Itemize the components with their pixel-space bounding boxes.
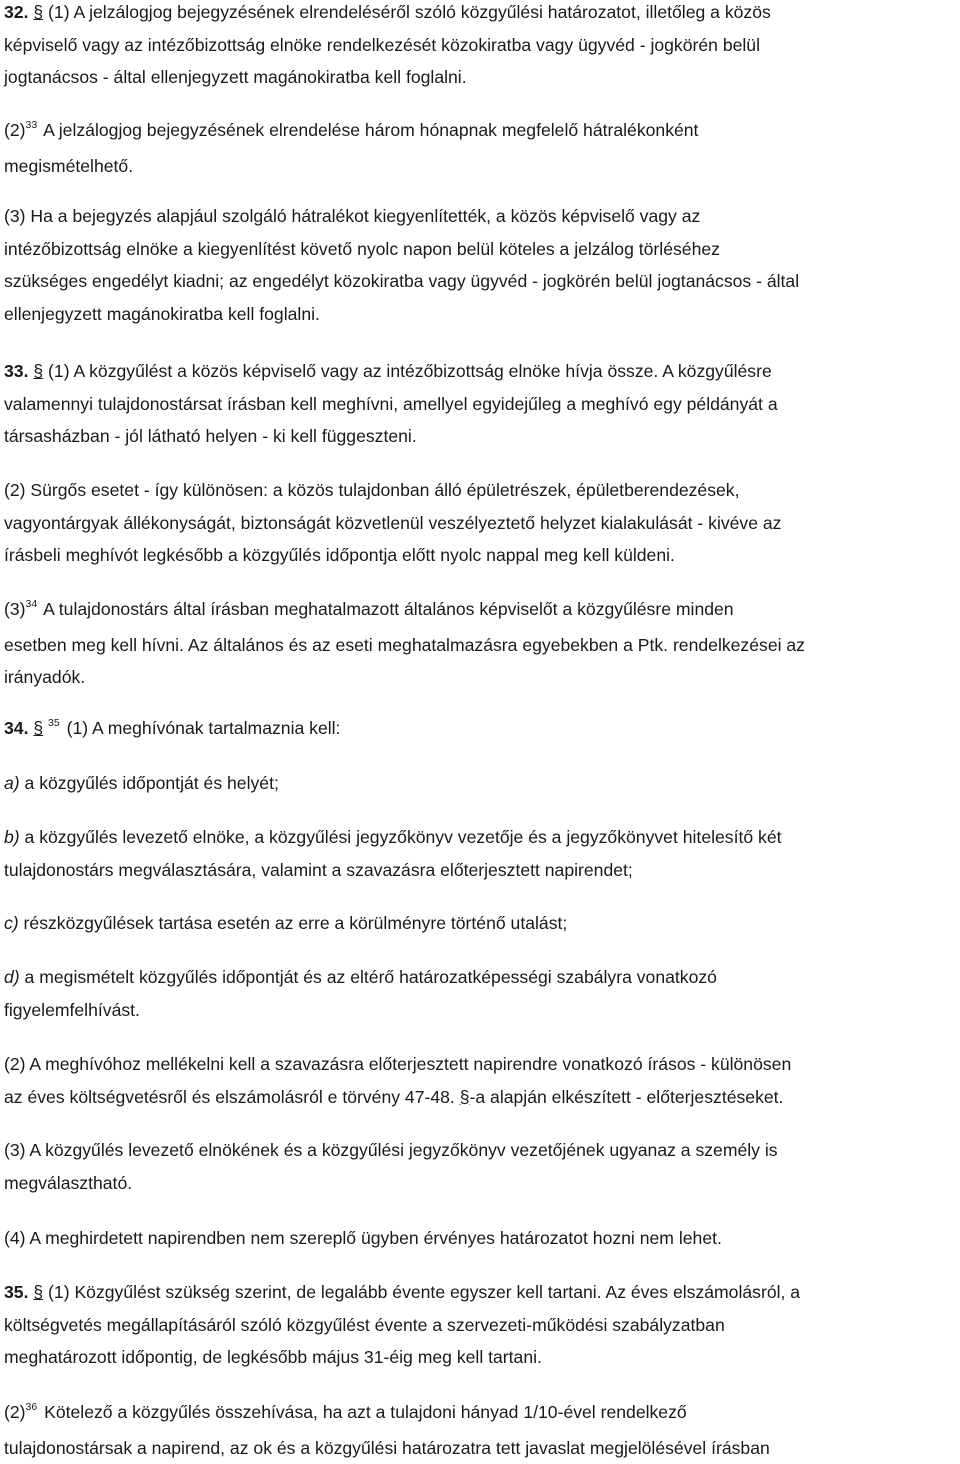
text-line: intézőbizottság elnöke a kiegyenlítést követő nyolc napon belül köteles a jelzálog törléséhez (4, 233, 956, 266)
text-line: részközgyűlések tartása esetén az erre a körülményre történő utalást; (24, 913, 568, 933)
text-line: ellenjegyzett magánokiratba kell foglalni. (4, 298, 956, 331)
footnote-ref-link[interactable]: 35 (48, 717, 60, 729)
paragraph-32-2 (4, 114, 956, 182)
footnote-ref-link[interactable]: 34 (26, 598, 38, 610)
text-line: tulajdonostársak a napirend, az ok és a közgyűlési határozatra tett javaslat megjelölésével írásban (4, 1432, 956, 1464)
list-item-a (4, 767, 956, 800)
paragraph-32-1 (4, 0, 956, 94)
text-line: megismételhető. (4, 150, 956, 183)
text-line: írásbeli meghívót legkésőbb a közgyűlés időpontja előtt nyolc nappal meg kell küldeni. (4, 539, 956, 572)
list-label: b) (4, 827, 20, 847)
paragraph-35-2 (4, 1396, 956, 1464)
section-number: 33. (4, 361, 28, 381)
list-item-d (4, 961, 956, 1026)
text-line: A tulajdonostárs által írásban meghatalmazott általános képviselőt a közgyűlésre minden (43, 599, 733, 619)
section-number: 32. (4, 2, 28, 22)
footnote-ref-link[interactable]: 36 (26, 1401, 38, 1413)
text-line: esetben meg kell hívni. Az általános és az eseti meghatalmazásra egyebekben a Ptk. rendelkezései az (4, 629, 956, 662)
paragraph-34-3 (4, 1134, 956, 1199)
text-line: meghatározott időpontig, de legkésőbb május 31-éig meg kell tartani. (4, 1341, 956, 1374)
text-line: megválasztható. (4, 1167, 956, 1200)
section-sign-link[interactable]: § (33, 718, 43, 738)
text-line: (4) A meghirdetett napirendben nem szereplő ügyben érvényes határozatot hozni nem lehet. (4, 1222, 956, 1255)
text-line: (1) A jelzálogjog bejegyzésének elrendeléséről szóló közgyűlési határozatot, illetőleg a közös (48, 2, 771, 22)
list-label: d) (4, 967, 20, 987)
text-line: valamennyi tulajdonostársat írásban kell meghívni, amellyel egyidejűleg a meghívó egy példányát a (4, 388, 956, 421)
list-item-b (4, 821, 956, 886)
list-label: a) (4, 773, 20, 793)
text-line: tulajdonostárs megválasztására, valamint a szavazásra előterjesztett napirendet; (4, 854, 956, 887)
text-line: (3) A közgyűlés levezető elnökének és a közgyűlési jegyzőkönyv vezetőjének ugyanaz a személy is (4, 1134, 956, 1167)
text-line: jogtanácsos - által ellenjegyzett magánokiratba kell foglalni. (4, 61, 956, 94)
text-line: -a alapján elkészített - előterjesztéseket. (470, 1087, 784, 1107)
text-line: a közgyűlés időpontját és helyét; (25, 773, 279, 793)
text-line: (1) A meghívónak tartalmaznia kell: (67, 718, 341, 738)
text-line: A jelzálogjog bejegyzésének elrendelése három hónapnak megfelelő hátralékonként (43, 120, 698, 140)
text-line: (3) Ha a bejegyzés alapjául szolgáló hátralékot kiegyenlítették, a közös képviselő vagy az (4, 200, 956, 233)
paragraph-34-1 (4, 712, 956, 748)
section-sign-link[interactable]: § (460, 1087, 470, 1107)
text-line: (2) A meghívóhoz mellékelni kell a szavazásra előterjesztett napirendre vonatkozó írásos - különösen (4, 1048, 956, 1081)
text-line: (1) A közgyűlést a közös képviselő vagy az intézőbizottság elnöke hívja össze. A közgyűlésre (48, 361, 772, 381)
text-line: figyelemfelhívást. (4, 994, 956, 1027)
section-sign-link[interactable]: § (33, 1282, 43, 1302)
text-line: (2) Sürgős esetet - így különösen: a közös tulajdonban álló épületrészek, épületberendezések, (4, 474, 956, 507)
paragraph-34-4 (4, 1222, 956, 1255)
paragraph-33-1 (4, 355, 956, 453)
paragraph-35-1 (4, 1276, 956, 1374)
paragraph-32-3 (4, 200, 956, 330)
text-line: Kötelező a közgyűlés összehívása, ha azt a tulajdoni hányad 1/10-ével rendelkező (44, 1402, 687, 1422)
paragraph-label: (2) (4, 1402, 26, 1422)
text-line: szükséges engedélyt kiadni; az engedélyt közokiratba vagy ügyvéd - jogkörén belül jogtanácsos - által (4, 265, 956, 298)
text-line: a közgyűlés levezető elnöke, a közgyűlési jegyzőkönyv vezetője és a jegyzőkönyvet hitelesítő két (25, 827, 782, 847)
section-number: 35. (4, 1282, 28, 1302)
section-number: 34. (4, 718, 28, 738)
paragraph-33-2 (4, 474, 956, 572)
paragraph-33-3 (4, 593, 956, 694)
list-item-c (4, 907, 956, 940)
text-line: irányadók. (4, 661, 956, 694)
text-line: az éves költségvetésről és elszámolásról e törvény 47-48. (4, 1087, 455, 1107)
paragraph-label: (2) (4, 120, 26, 140)
text-line: a megismételt közgyűlés időpontját és az eltérő határozatképességi szabályra vonatkozó (25, 967, 717, 987)
list-label: c) (4, 913, 19, 933)
section-sign-link[interactable]: § (33, 2, 43, 22)
text-line: vagyontárgyak állékonyságát, biztonságát közvetlenül veszélyeztető helyzet kialakulását - kivéve az (4, 507, 956, 540)
text-line: képviselő vagy az intézőbizottság elnöke rendelkezését közokiratba vagy ügyvéd - jogkörén belül (4, 29, 956, 62)
footnote-ref-link[interactable]: 33 (26, 119, 38, 131)
text-line: (1) Közgyűlést szükség szerint, de legalább évente egyszer kell tartani. Az éves elszámolásról, a (48, 1282, 800, 1302)
paragraph-34-2 (4, 1048, 956, 1113)
text-line: költségvetés megállapításáról szóló közgyűlést évente a szervezeti-működési szabályzatban (4, 1309, 956, 1342)
text-line: társasházban - jól látható helyen - ki kell függeszteni. (4, 420, 956, 453)
section-sign-link[interactable]: § (33, 361, 43, 381)
paragraph-label: (3) (4, 599, 26, 619)
